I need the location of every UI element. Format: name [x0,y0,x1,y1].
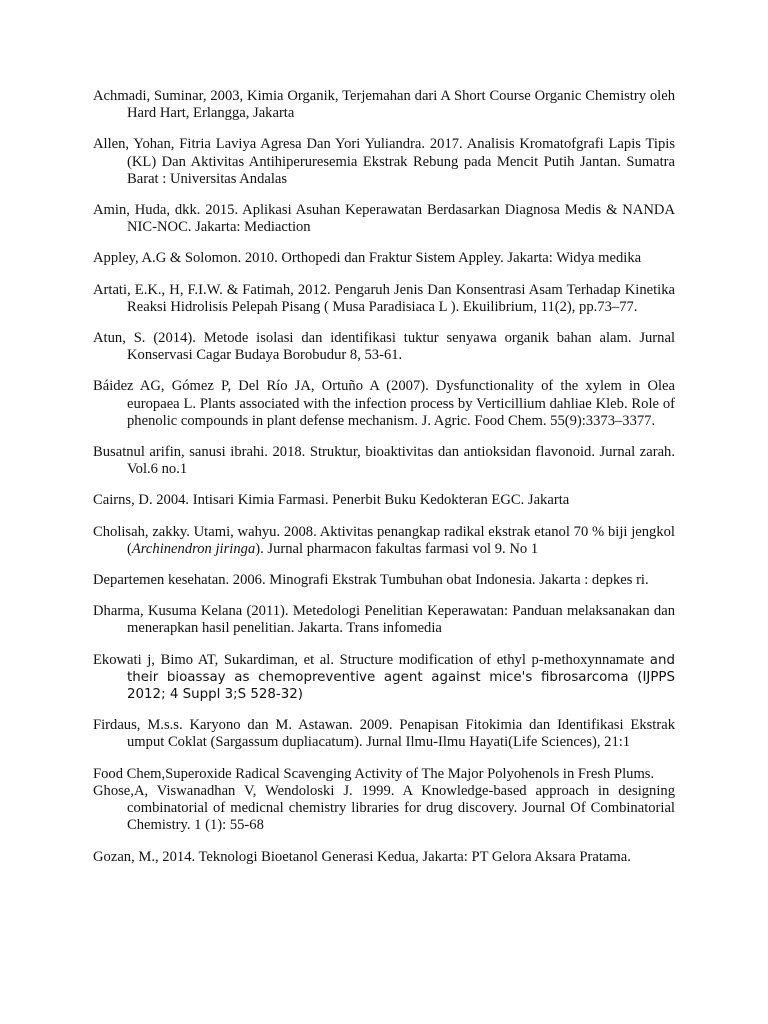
reference-item: Ghose,A, Viswanadhan V, Wendoloski J. 1999. A Knowledge-based approach in designing combinatorial of medicnal chemistry libraries for drug discovery. Journal Of Combinatorial Chemistry. 1 (1): 55-68 [93,782,675,834]
reference-list [93,88,675,880]
reference-item: Cairns, D. 2004. Intisari Kimia Farmasi. Penerbit Buku Kedokteran EGC. Jakarta [93,492,570,509]
reference-text: Ekowati j, Bimo AT, Sukardiman, et al. Structure modification of ethyl p-methoxynnamate [93,651,650,668]
reference-item: Achmadi, Suminar, 2003, Kimia Organik, Terjemahan dari A Short Course Organic Chemistry oleh Hard Hart, Erlangga, Jakarta [93,88,675,122]
reference-item: Gozan, M., 2014. Teknologi Bioetanol Generasi Kedua, Jakarta: PT Gelora Aksara Pratama. [93,848,631,865]
reference-item: Dharma, Kusuma Kelana (2011). Metedologi Penelitian Keperawatan: Panduan melaksanakan dan menerapkan hasil penelitian. Jakarta. Trans infomedia [93,603,675,637]
reference-text: Cholisah, zakky. Utami, wahyu. 2008. Aktivitas penangkap radikal ekstrak etanol 70 % biji jengkol ( [93,523,675,557]
reference-item [93,524,675,558]
species-name: Archinendron jiringa [131,540,256,557]
reference-item: Departemen kesehatan. 2006. Minografi Ekstrak Tumbuhan obat Indonesia. Jakarta : depkes ri. [93,572,649,589]
reference-item: Amin, Huda, dkk. 2015. Aplikasi Asuhan Keperawatan Berdasarkan Diagnosa Medis & NANDA NIC-NOC. Jakarta: Mediaction [93,202,675,236]
reference-item: Appley, A.G & Solomon. 2010. Orthopedi dan Fraktur Sistem Appley. Jakarta: Widya medika [93,250,642,267]
reference-item [93,652,675,704]
reference-item: Food Chem,Superoxide Radical Scavenging Activity of The Major Polyohenols in Fresh Plums. [93,765,655,782]
reference-item: Atun, S. (2014). Metode isolasi dan identifikasi tuktur senyawa organik bahan alam. Jurnal Konservasi Cagar Budaya Borobudur 8, 53-61. [93,330,675,364]
reference-text-sans: and their bioassay as chemopreventive agent against mice's fibrosarcoma (IJPPS 2012; 4 Suppl 3;S 528-32) [127,652,675,703]
reference-item: Artati, E.K., H, F.I.W. & Fatimah, 2012. Pengaruh Jenis Dan Konsentrasi Asam Terhadap Kinetika Reaksi Hidrolisis Pelepah Pisang ( Musa Paradisiaca L ). Ekuilibrium, 11(2), pp.73–77. [93,281,675,315]
reference-text: ). Jurnal pharmacon fakultas farmasi vol 9. No 1 [255,540,539,557]
reference-item: Firdaus, M.s.s. Karyono dan M. Astawan. 2009. Penapisan Fitokimia dan Identifikasi Ekstrak umput Coklat (Sargassum dupliacatum). Jurnal Ilmu-Ilmu Hayati(Life Sciences), 21:1 [93,717,675,751]
reference-item: Allen, Yohan, Fitria Laviya Agresa Dan Yori Yuliandra. 2017. Analisis Kromatofgrafi Lapis Tipis (KL) Dan Aktivitas Antihiperuresemia Ekstrak Rebung pada Mencit Putih Jantan. Sumatra Barat : Universitas Andalas [93,136,675,187]
reference-item: Busatnul arifin, sanusi ibrahi. 2018. Struktur, bioaktivitas dan antioksidan flavonoid. Jurnal zarah. Vol.6 no.1 [93,444,675,478]
reference-item: Báidez AG, Gómez P, Del Río JA, Ortuño A (2007). Dysfunctionality of the xylem in Olea europaea L. Plants associated with the infection process by Verticillium dahliae Kleb. Role of phenolic compounds in plant defense mechanism. J. Agric. Food Chem. 55(9):3373–3377. [93,378,675,429]
